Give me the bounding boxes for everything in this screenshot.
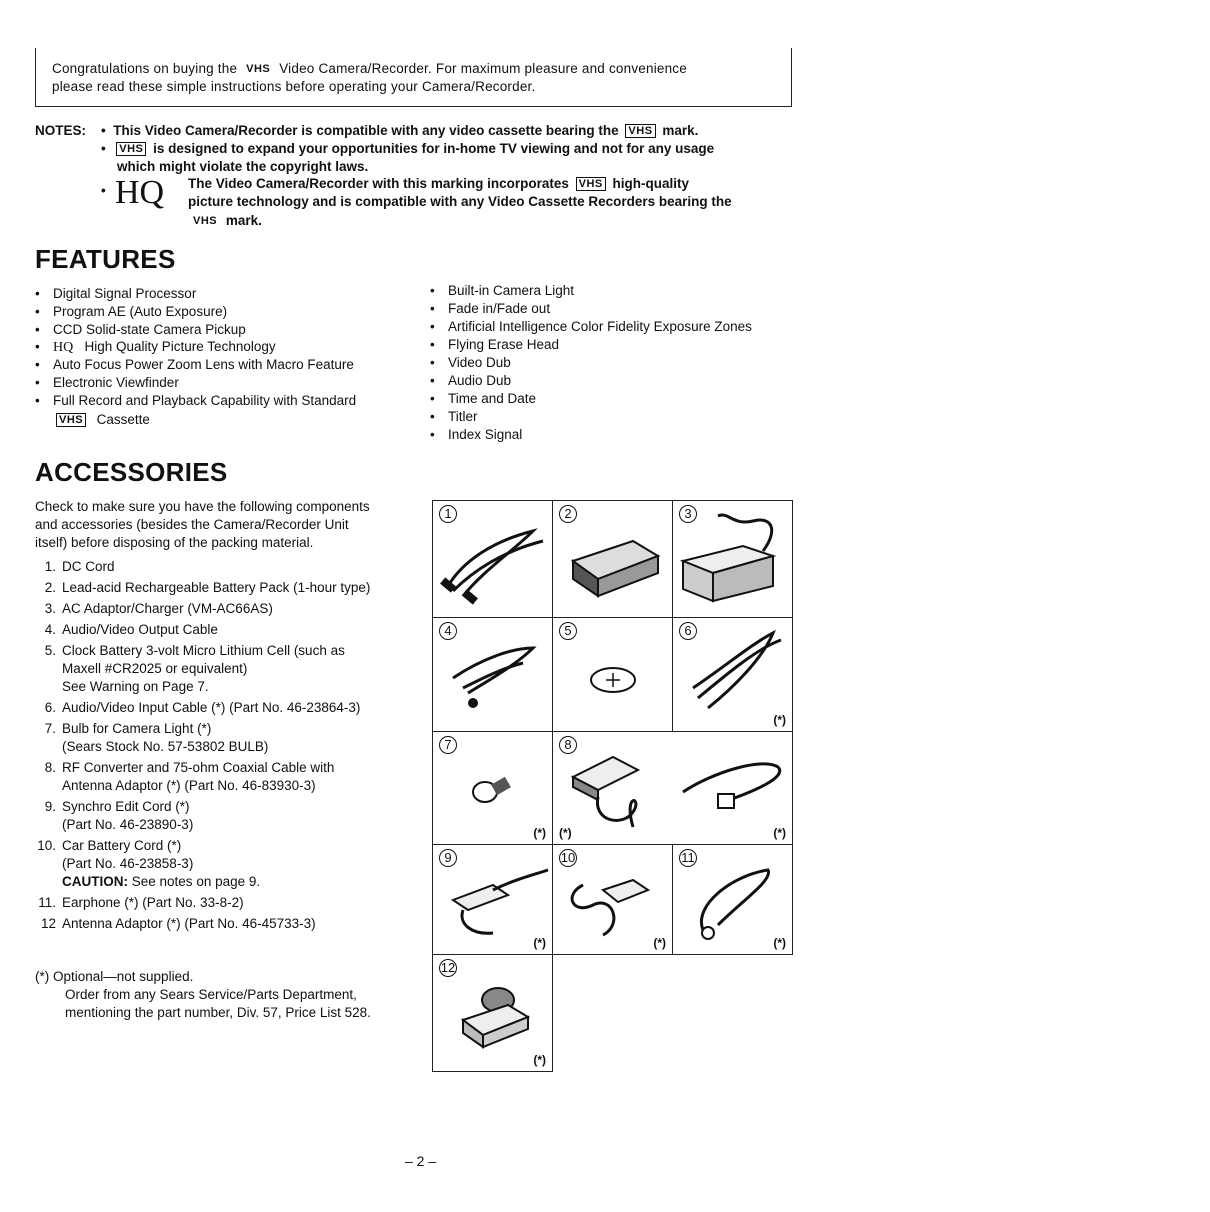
cell-number-3: 3	[679, 505, 697, 523]
feature-right-3: • Artificial Intelligence Color Fidelity Exposure Zones	[430, 319, 752, 334]
accessory-item-7-line2: (Sears Stock No. 57-53802 BULB)	[62, 739, 269, 754]
accessory-item-4: 4. Audio/Video Output Cable	[44, 622, 218, 637]
accessory-item-12: 12 Antenna Adaptor (*) (Part No. 46-45733-3)	[40, 916, 316, 931]
optional-marker-9: (*)	[533, 936, 546, 950]
accessories-intro-3: itself) before disposing of the packing material.	[35, 535, 314, 550]
accessory-item-1: 1. DC Cord	[44, 559, 115, 574]
accessory-item-2: 2. Lead-acid Rechargeable Battery Pack (1-hour type)	[44, 580, 371, 595]
note-2: • VHS is designed to expand your opportunities for in-home TV viewing and not for any usage	[101, 141, 715, 156]
accessory-item-11: 11. Earphone (*) (Part No. 33-8-2)	[38, 895, 244, 910]
grid-cell-6	[672, 617, 793, 732]
accessory-item-10-line2: (Part No. 46-23858-3)	[62, 856, 194, 871]
accessory-item-7: 7. Bulb for Camera Light (*)	[44, 721, 212, 736]
page-number: – 2 –	[405, 1153, 437, 1169]
cell-number-8: 8	[559, 736, 577, 754]
feature-left-7: • Full Record and Playback Capability with Standard	[35, 393, 356, 408]
note-1: • This Video Camera/Recorder is compatible with any video cassette bearing the VHS mark.	[101, 123, 699, 138]
grid-cell-5	[552, 617, 673, 732]
accessory-item-6: 6. Audio/Video Input Cable (*) (Part No. 46-23864-3)	[44, 700, 361, 715]
grid-cell-12	[432, 954, 553, 1072]
cell-number-9: 9	[439, 849, 457, 867]
accessories-title: ACCESSORIES	[35, 457, 228, 487]
accessory-item-8-line2: Antenna Adaptor (*) (Part No. 46-83930-3)	[62, 778, 316, 793]
accessory-item-8: 8. RF Converter and 75-ohm Coaxial Cable with	[44, 760, 335, 775]
cell-number-1: 1	[439, 505, 457, 523]
note-3-line3: VHS mark.	[193, 213, 262, 228]
grid-cell-7	[432, 731, 553, 845]
feature-right-7: • Time and Date	[430, 391, 536, 406]
optional-marker-6: (*)	[773, 713, 786, 727]
grid-cell-11	[672, 844, 793, 955]
accessory-item-5-line2: Maxell #CR2025 or equivalent)	[62, 661, 248, 676]
cell-number-11: 11	[679, 849, 697, 867]
cell-number-7: 7	[439, 736, 457, 754]
intro-line-2: please read these simple instructions before operating your Camera/Recorder.	[52, 79, 536, 94]
feature-right-8: • Titler	[430, 409, 478, 424]
cell-number-2: 2	[559, 505, 577, 523]
feature-left-3: • CCD Solid-state Camera Pickup	[35, 322, 246, 337]
note-3-bullet: •	[101, 183, 106, 198]
optional-note-1: (*) Optional—not supplied.	[35, 969, 194, 984]
cell-number-6: 6	[679, 622, 697, 640]
accessory-item-9-line2: (Part No. 46-23890-3)	[62, 817, 194, 832]
cell-number-5: 5	[559, 622, 577, 640]
feature-left-7-cont: VHS Cassette	[53, 412, 150, 427]
accessory-item-10: 10. Car Battery Cord (*)	[37, 838, 182, 853]
feature-right-5: • Video Dub	[430, 355, 511, 370]
note-2-cont: which might violate the copyright laws.	[117, 159, 369, 174]
feature-left-4: • HQ High Quality Picture Technology	[35, 339, 276, 355]
feature-right-4: • Flying Erase Head	[430, 337, 559, 352]
optional-marker-12: (*)	[533, 1053, 546, 1067]
grid-cell-8	[552, 731, 793, 845]
grid-cell-3	[672, 500, 793, 618]
optional-marker-8a: (*)	[559, 826, 572, 840]
note-3-line2: picture technology and is compatible with any Video Cassette Recorders bearing the	[188, 194, 732, 209]
accessories-intro-1: Check to make sure you have the following components	[35, 499, 370, 514]
intro-box	[35, 48, 792, 107]
optional-marker-8b: (*)	[773, 826, 786, 840]
intro-line-1: Congratulations on buying the VHS Video Camera/Recorder. For maximum pleasure and convenience	[52, 61, 687, 76]
accessory-item-9: 9. Synchro Edit Cord (*)	[44, 799, 190, 814]
grid-cell-4	[432, 617, 553, 732]
accessory-item-3: 3. AC Adaptor/Charger (VM-AC66AS)	[44, 601, 273, 616]
rf-converter-illustration	[553, 732, 792, 844]
accessories-intro-2: and accessories (besides the Camera/Recorder Unit	[35, 517, 349, 532]
feature-left-2: • Program AE (Auto Exposure)	[35, 304, 227, 319]
grid-cell-10	[552, 844, 673, 955]
optional-marker-10: (*)	[653, 936, 666, 950]
optional-marker-7: (*)	[533, 826, 546, 840]
optional-note-2: Order from any Sears Service/Parts Department,	[65, 987, 357, 1002]
grid-cell-2	[552, 500, 673, 618]
optional-note-3: mentioning the part number, Div. 57, Price List 528.	[65, 1005, 371, 1020]
feature-left-6: • Electronic Viewfinder	[35, 375, 179, 390]
note-3-line1: The Video Camera/Recorder with this marking incorporates VHS high-quality	[188, 176, 690, 191]
feature-right-2: • Fade in/Fade out	[430, 301, 550, 316]
features-title: FEATURES	[35, 244, 176, 274]
feature-right-6: • Audio Dub	[430, 373, 511, 388]
optional-marker-11: (*)	[773, 936, 786, 950]
accessory-item-5-line3: See Warning on Page 7.	[62, 679, 209, 694]
grid-cell-1	[432, 500, 553, 618]
feature-right-1: • Built-in Camera Light	[430, 283, 574, 298]
cell-number-4: 4	[439, 622, 457, 640]
feature-left-5: • Auto Focus Power Zoom Lens with Macro Feature	[35, 357, 354, 372]
accessory-item-5: 5. Clock Battery 3-volt Micro Lithium Cell (such as	[44, 643, 345, 658]
cell-number-10: 10	[560, 850, 576, 865]
feature-left-1: • Digital Signal Processor	[35, 286, 196, 301]
caution-note: CAUTION: See notes on page 9.	[62, 874, 261, 889]
cell-number-12: 12	[440, 960, 456, 975]
grid-cell-9	[432, 844, 553, 955]
hq-logo: HQ	[115, 174, 165, 211]
feature-right-9: • Index Signal	[430, 427, 522, 442]
notes-label: NOTES:	[35, 123, 87, 138]
